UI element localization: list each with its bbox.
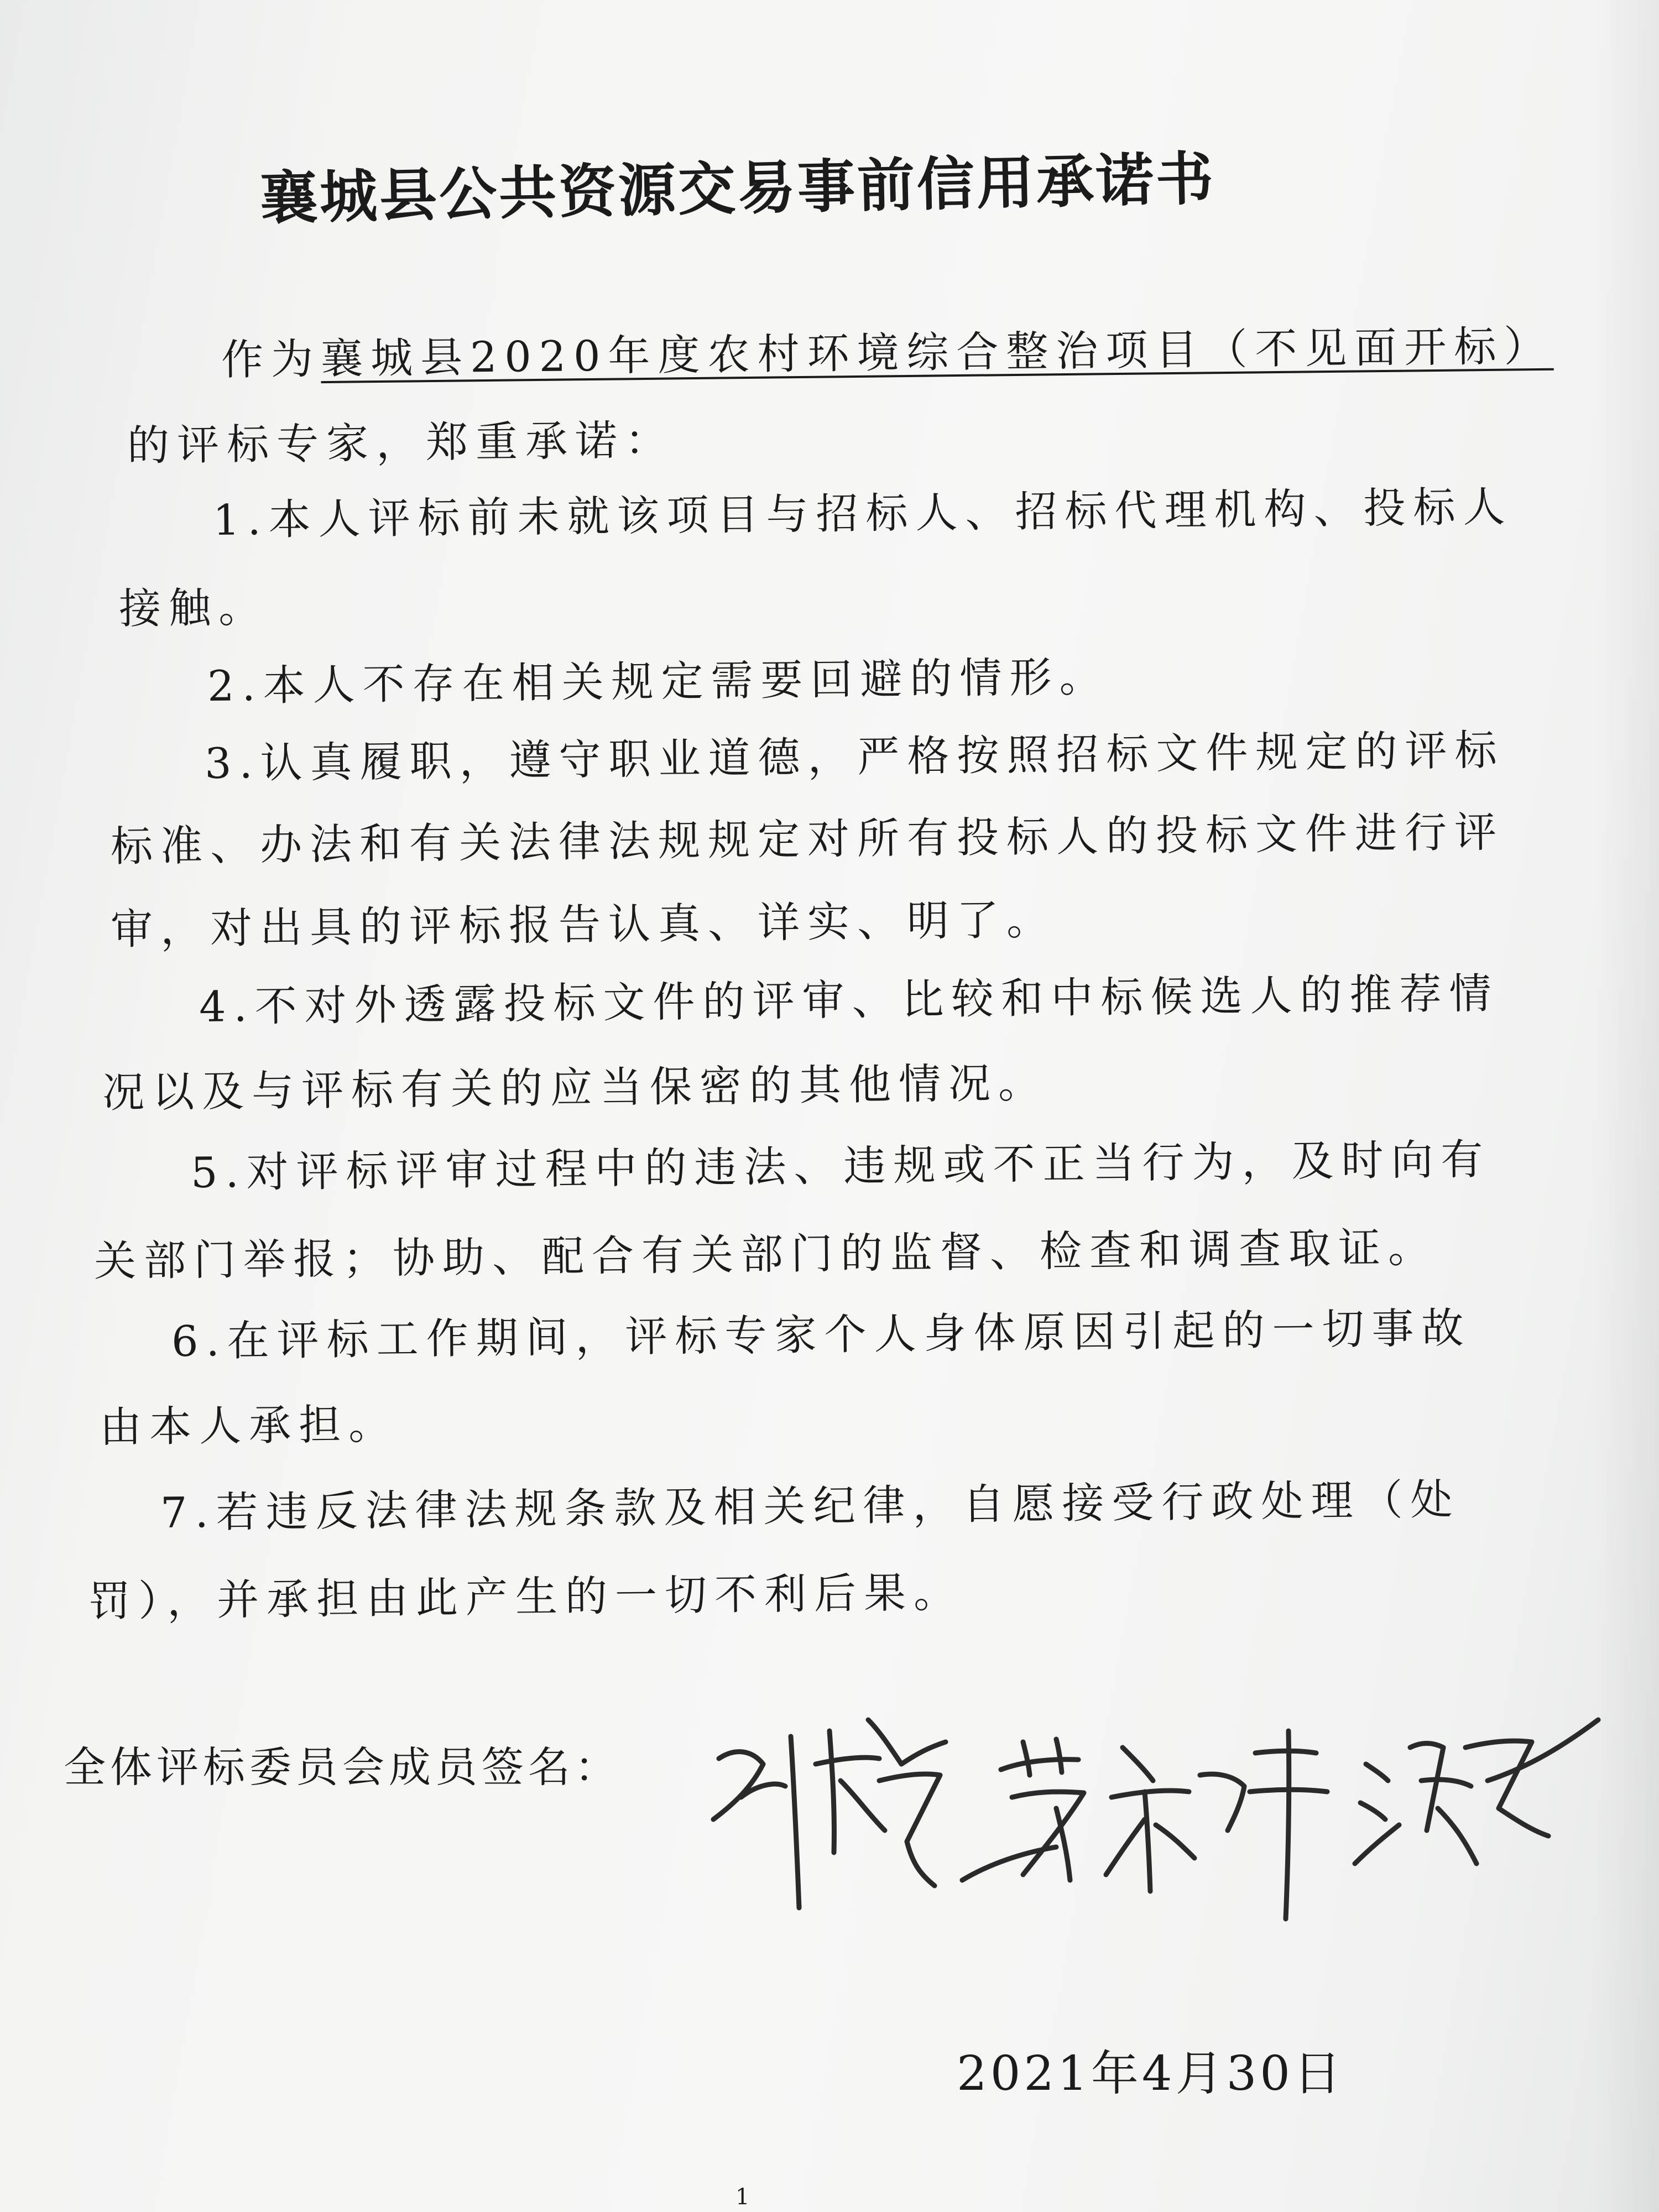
item-6-line-1: 6.在评标工作期间，评标专家个人身体原因引起的一切事故: [171, 1303, 1472, 1366]
item-3-line-3: 审，对出具的评标报告认真、详实、明了。: [110, 895, 1057, 954]
page-number: 1: [735, 2184, 750, 2210]
intro-line-1: [221, 312, 1553, 387]
item-3-line-1: 3.认真履职，遵守职业道德，严格按照招标文件规定的评标: [204, 725, 1505, 788]
intro-prefix: 作为: [221, 334, 321, 384]
item-2-line-1: 2.本人不存在相关规定需要回避的情形。: [207, 651, 1109, 711]
item-7-line-1: 7.若违反法律法规条款及相关纪律，自愿接受行政处理（处: [160, 1474, 1460, 1537]
signature-2: [962, 1731, 1327, 1919]
item-3-line-2: 标准、办法和有关法律法规规定对所有投标人的投标文件进行评: [110, 807, 1505, 871]
item-4-line-2: 况以及与评标有关的应当保密的其他情况。: [102, 1058, 1048, 1117]
intro-line-2: 的评标专家，郑重承诺：: [127, 415, 675, 470]
item-4-line-1: 4.不对外透露投标文件的评审、比较和中标候选人的推荐情: [199, 968, 1499, 1031]
handwritten-signatures: [702, 1698, 1609, 1930]
item-1-line-2: 接触。: [118, 582, 269, 633]
signature-label: 全体评标委员会成员签名：: [64, 1743, 621, 1792]
item-6-line-2: 由本人承担。: [99, 1399, 399, 1452]
item-7-line-2: 罚），并承担由此产生的一切不利后果。: [88, 1567, 964, 1626]
item-1-line-1: 1.本人评标前未就该项目与招标人、招标代理机构、投标人: [212, 482, 1513, 545]
document-title: 襄城县公共资源交易事前信用承诺书: [259, 144, 1217, 232]
signature-3: [1355, 1720, 1598, 1864]
signature-1: [713, 1720, 946, 1908]
document-date: 2021年4月30日: [957, 2046, 1345, 2101]
item-5-line-1: 5.对评标评审过程中的违法、违规或不正当行为，及时向有: [190, 1134, 1491, 1197]
item-5-line-2: 关部门举报；协助、配合有关部门的监督、检查和调查取证。: [93, 1222, 1438, 1286]
project-name: 襄城县2020年度农村环境综合整治项目（不见面开标）: [320, 321, 1554, 384]
